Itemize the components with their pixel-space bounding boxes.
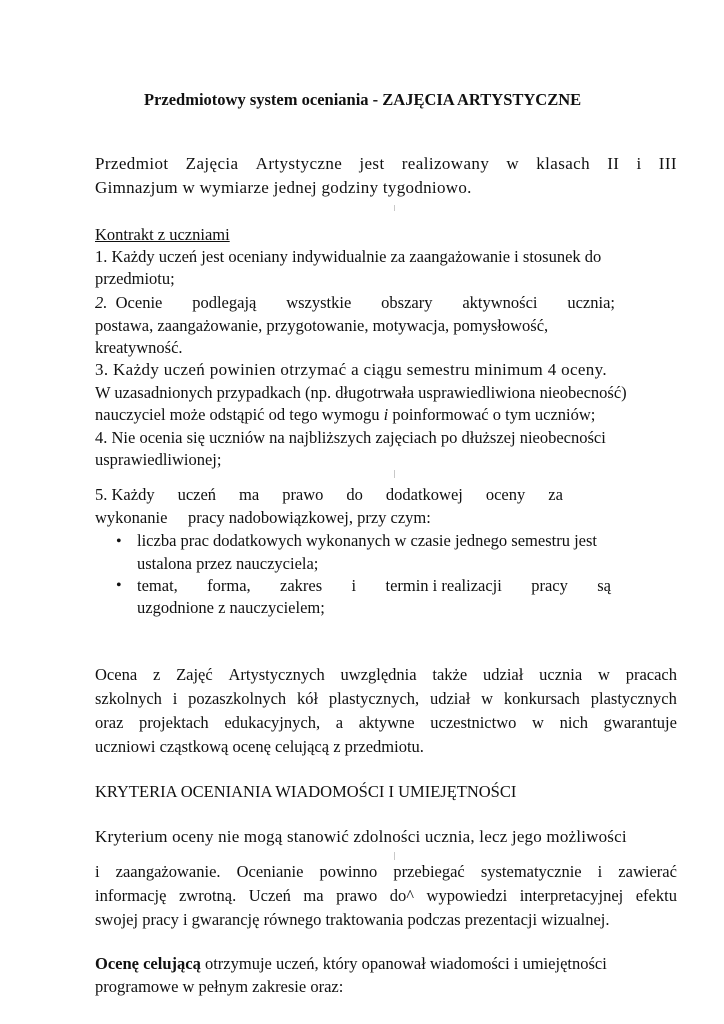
- word: są: [597, 576, 611, 595]
- word: systematycznie: [480, 862, 582, 881]
- bullet-marker: •: [116, 577, 122, 594]
- contract-item-2-line-3: kreatywność.: [95, 338, 183, 357]
- word: zwrotną.: [178, 886, 237, 905]
- paragraph-line-4: uczniowi cząstkową ocenę celującą z przedmiotu.: [95, 737, 424, 756]
- item-2-number: 2.: [95, 293, 108, 312]
- word: plastycznych: [590, 689, 677, 708]
- scan-speck: [394, 852, 395, 860]
- word: Ocena: [95, 665, 138, 684]
- word: Artystyczne: [255, 154, 343, 173]
- paragraph-line-3: [95, 712, 677, 734]
- grade-bold-label: Ocenę celującą: [95, 954, 201, 973]
- word: i: [172, 689, 178, 708]
- word: jest: [359, 154, 385, 173]
- word: termin i realizacji: [385, 576, 502, 595]
- contract-item-3-line-2: W uzasadnionych przypadkach (np. długotrwała usprawiedliwiona nieobecność): [95, 383, 627, 402]
- word: Zajęć: [176, 665, 213, 684]
- word: przebiegać: [393, 862, 465, 881]
- word: Przedmiot: [95, 154, 169, 173]
- item-2-word: wszystkie: [286, 293, 352, 312]
- intro-line-2: Gimnazjum w wymiarze jednej godziny tygodniowo.: [95, 178, 472, 197]
- page-title: Przedmiotowy system oceniania - ZAJĘCIA ARTYSTYCZNE: [144, 90, 582, 109]
- word: uczeń: [177, 485, 217, 504]
- word: II: [607, 154, 620, 173]
- item-3-text-a: nauczyciel może odstąpić od tego wymogu: [95, 405, 384, 424]
- word: konkursach: [503, 689, 580, 708]
- contract-item-2-line-2: postawa, zaangażowanie, przygotowanie, motywacja, pomysłowość,: [95, 316, 549, 335]
- criteria-line-2: [95, 861, 677, 883]
- word: także: [432, 665, 468, 684]
- word: III: [658, 154, 677, 173]
- word: w: [481, 689, 494, 708]
- bullet-2-line-2: uzgodnione z nauczycielem;: [137, 598, 325, 617]
- contract-item-3-line-3: [95, 404, 595, 426]
- word: a: [335, 713, 344, 732]
- contract-item-4-line-1: 4. Nie ocenia się uczniów na najbliższych zajęciach po dłuższej nieobecności: [95, 428, 606, 447]
- item-3-text-b: poinformować o tym uczniów;: [388, 405, 596, 424]
- word: oraz: [95, 713, 124, 732]
- word: klasach: [536, 154, 591, 173]
- word: interpretacyjnej: [519, 886, 624, 905]
- word: realizowany: [401, 154, 490, 173]
- intro-line-1: [95, 153, 677, 175]
- word: temat,: [137, 576, 178, 595]
- word: gwarantuje: [603, 713, 677, 732]
- word: ma: [303, 886, 324, 905]
- item-2-word: obszary: [381, 293, 433, 312]
- word: aktywne: [358, 713, 415, 732]
- word: w: [597, 665, 610, 684]
- word: informację: [95, 886, 167, 905]
- word: pracach: [625, 665, 677, 684]
- criteria-line-1: Kryterium oceny nie mogą stanowić zdolności ucznia, lecz jego możliwości: [95, 827, 627, 846]
- grade-text: otrzymuje uczeń, który opanował wiadomości i umiejętności: [200, 954, 607, 973]
- word: projektach: [139, 713, 209, 732]
- word: wypowiedzi: [426, 886, 508, 905]
- bullet-2-line-1: [137, 575, 611, 597]
- word: Uczeń: [248, 886, 291, 905]
- contract-item-3-line-1: 3. Każdy uczeń powinien otrzymać a ciągu semestru minimum 4 oceny.: [95, 360, 608, 379]
- word: do^: [389, 886, 415, 905]
- scan-speck: [394, 470, 395, 478]
- word: ucznia: [539, 665, 583, 684]
- word: Artystycznych: [228, 665, 325, 684]
- word: pozaszkolnych: [188, 689, 287, 708]
- word: powinno: [319, 862, 378, 881]
- word: zakres: [280, 576, 323, 595]
- contract-item-4-line-2: usprawiedliwionej;: [95, 450, 222, 469]
- criteria-line-4: swojej pracy i gwarancję równego traktowania podczas prezentacji wizualnej.: [95, 910, 610, 929]
- word: Zajęcia: [185, 154, 239, 173]
- word: udział: [429, 689, 471, 708]
- word: 5. Każdy: [95, 485, 155, 504]
- contract-heading: Kontrakt z uczniami: [95, 225, 230, 244]
- contract-item-1-line-2: przedmiotu;: [95, 269, 175, 288]
- word: prawo: [282, 485, 324, 504]
- word: kół: [297, 689, 319, 708]
- word: zawierać: [618, 862, 677, 881]
- criteria-line-3: [95, 885, 677, 907]
- word: za: [548, 485, 563, 504]
- item-2-word: podlegają: [192, 293, 257, 312]
- word: z: [152, 665, 161, 684]
- bullet-marker: •: [116, 533, 122, 550]
- word: forma,: [207, 576, 251, 595]
- word: oceny: [485, 485, 526, 504]
- word: prawo: [336, 886, 378, 905]
- word: pracy: [531, 576, 568, 595]
- paragraph-line-1: [95, 664, 677, 686]
- word: w: [532, 713, 544, 732]
- item-2-word: aktywności: [462, 293, 538, 312]
- word: ma: [239, 485, 260, 504]
- item-2-word: ucznia;: [567, 293, 615, 312]
- grade-line-2: programowe w pełnym zakresie oraz:: [95, 977, 344, 996]
- grade-line-1: [95, 953, 607, 975]
- paragraph-line-2: [95, 688, 677, 710]
- contract-item-1-line-1: 1. Każdy uczeń jest oceniany indywidualnie za zaangażowanie i stosunek do: [95, 247, 602, 266]
- contract-item-2-line-1: [95, 292, 615, 314]
- word: zaangażowanie.: [115, 862, 221, 881]
- word: uczestnictwo: [430, 713, 517, 732]
- word: uwzględnia: [340, 665, 417, 684]
- word: w: [506, 154, 520, 173]
- word: i: [351, 576, 357, 595]
- contract-item-5-line-2: wykonanie pracy nadobowiązkowej, przy czym:: [95, 508, 431, 527]
- bullet-1-line-2: ustalona przez nauczyciela;: [137, 554, 319, 573]
- item-2-first-word: Ocenie: [115, 293, 163, 312]
- word: edukacyjnych,: [224, 713, 321, 732]
- scan-speck: [394, 205, 395, 211]
- word: i: [95, 862, 100, 881]
- word: nich: [559, 713, 589, 732]
- word: dodatkowej: [385, 485, 463, 504]
- word: plastycznych,: [328, 689, 420, 708]
- contract-item-5-line-1: [95, 484, 563, 506]
- word: i: [597, 862, 603, 881]
- word: efektu: [635, 886, 677, 905]
- criteria-heading: KRYTERIA OCENIANIA WIADOMOŚCI I UMIEJĘTNOŚCI: [95, 782, 517, 801]
- word: szkolnych: [95, 689, 162, 708]
- bullet-1-line-1: liczba prac dodatkowych wykonanych w czasie jednego semestru jest: [137, 531, 598, 550]
- item-3-italic-i: i: [383, 405, 389, 424]
- word: udział: [483, 665, 524, 684]
- word: i: [636, 154, 642, 173]
- word: do: [346, 485, 363, 504]
- word: Ocenianie: [236, 862, 304, 881]
